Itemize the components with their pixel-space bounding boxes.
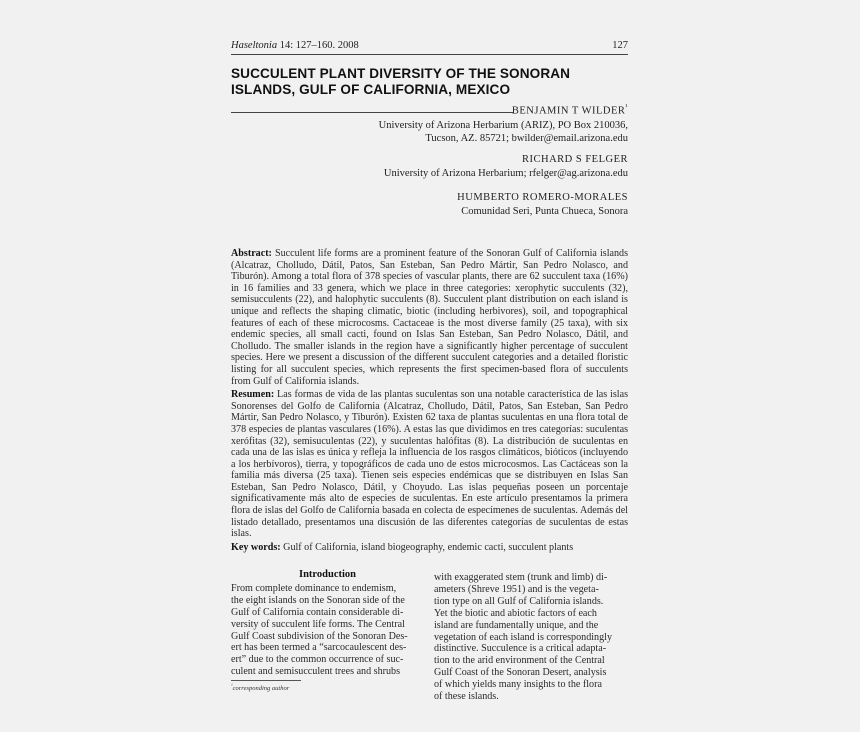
footnote (231, 683, 289, 692)
affiliation-line: Tucson, AZ. 85721; bwilder@email.arizona.edu (425, 133, 628, 144)
keywords-text: Gulf of California, island biogeography, endemic cacti, succulent plants (283, 541, 574, 553)
footnote-marker: ¹ (231, 683, 233, 689)
text-line: ert has been termed a “sarcocaulescent des- (231, 642, 407, 654)
paper-title (231, 66, 631, 98)
text-line: versity of succulent life forms. The Central (231, 618, 405, 630)
resumen-paragraph (231, 389, 628, 540)
author-name-2: RICHARD S FELGER (521, 154, 628, 165)
text-line: Gulf Coast subdivision of the Sonoran Des- (231, 630, 408, 642)
text-line: Gulf Coast of the Sonoran Desert, analysis (434, 667, 607, 679)
text-line: ameters (Shreve 1951) and is the vegeta- (434, 583, 599, 595)
text-line: Gulf of California contain considerable di- (231, 606, 404, 618)
text-line: the eight islands on the Sonoran side of the (231, 594, 405, 606)
text-line: with exaggerated stem (trunk and limb) di- (434, 572, 608, 583)
text-line: culent and semisucculent trees and shrubs (231, 666, 401, 678)
keywords-paragraph (231, 542, 628, 554)
footnote-rule (231, 680, 301, 681)
author-name-1 (512, 103, 628, 117)
text-line: vegetation of each island is correspondingly (434, 631, 612, 643)
journal-citation (231, 40, 359, 51)
page-number: 127 (612, 40, 628, 51)
abstract-section (231, 248, 628, 555)
affiliation-line: Comunidad Seri, Punta Chueca, Sonora (461, 206, 628, 217)
section-heading: Introduction (299, 569, 356, 580)
author-affiliation-2 (384, 167, 628, 180)
text-line: island are fundamentally unique, and the (434, 619, 599, 631)
text-line: tion type on all Gulf of California islands. (434, 595, 604, 607)
header-rule (231, 54, 628, 55)
author-affiliation-3 (461, 205, 628, 218)
journal-volume: 14: 127–160. 2008 (279, 40, 359, 51)
journal-name: Haseltonia (231, 40, 278, 51)
author-rule (231, 112, 513, 113)
intro-right-column (434, 572, 628, 703)
keywords-label: Key words: (231, 541, 281, 553)
abstract-paragraph (231, 248, 628, 387)
resumen-text: Las formas de vida de las plantas suculentas son una notable característica de las islas Sonorenses del Golfo de California (Alcatraz, Cholludo, Dátil, Patos, San Esteban, San Pedro Mártir, San Pedro Nolasco, y Tiburón). Existen 62 taxa de plantas suculentas en una flora total de 378 especies de plantas vasculares (16%). A estas las que dividimos en tres categorías: suculentas xerófitas (32), semisuculentas (22), y suculentas halófitas (8). La distribución de suculentas en cada una de las islas es única y refleja la influencia de los rasgos climáticos, bióticos (incluyendo a los herbívoros), tierra, y topográficos de cada uno de estos microcosmos. Las Cactáceas son la familia más diversa (25 taxa). Tienen seis especies endémicas que se distribuyen en Islas San Esteban, San Pedro Nolasco, Dátil, y Choyudo. Las islas pequeñas poseen un porcentaje significativamente más alto de especies de suculentas. En este artículo presentamos la primera flora de islas del Golfo de California basada en colecta de especímenes de suculentas. Además del listado detallado, presentamos una discusión de las diferentes categorías de suculentas de estas islas. (231, 389, 628, 540)
text-line: Yet the biotic and abiotic factors of each (434, 607, 597, 619)
text-line: of which yields many insights to the flora (434, 679, 602, 691)
abstract-text: Succulent life forms are a prominent feature of the Sonoran Gulf of California islands (Alcatraz, Cholludo, Dátil, Patos, San Esteban, San Pedro Mártir, San Pedro Nolasco, and Tiburón). Among a total flora of 378 species of vascular plants, there are 62 succulent taxa (16%) in 16 families and 33 genera, which we place in three categories: xerophytic succulents (32), semisucculents (22), and halophytic succulents (8). Succulent plant distribution on each island is unique and reflects the shaping climatic, biotic (including herbivores), soil, and topographical features of each of these microcosms. Cactaceae is the most diverse family (25 taxa), with six endemic species, all small cacti, found on Islas San Esteban, San Pedro Nolasco, Dátil, and Cholludo. The smaller islands in the region have a significantly higher percentage of succulent species. Here we present a discussion of the different succulent categories and a detailed floristic listing for all succulent species, which represents the first specimen-based flora of succulents from Gulf of California islands. (231, 248, 628, 387)
text-line: From complete dominance to endemism, (231, 582, 397, 594)
author-affiliation-1 (379, 119, 628, 145)
resumen-label: Resumen: (231, 389, 275, 401)
text-line: distinctive. Succulence is a critical adapta- (434, 643, 607, 655)
title-line-2: ISLANDS, GULF OF CALIFORNIA, MEXICO (231, 82, 511, 97)
text-line: of these islands. (434, 691, 499, 703)
author-row-1 (231, 103, 628, 117)
text-line: ert” due to the common occurrence of suc- (231, 654, 404, 666)
footnote-text: corresponding author (232, 685, 290, 693)
author-marker: ¹ (625, 103, 628, 111)
abstract-label: Abstract: (231, 248, 272, 259)
text-line: tion to the arid environment of the Central (434, 655, 605, 667)
intro-left-column (231, 569, 424, 678)
author-name-text: BENJAMIN T WILDER (511, 105, 626, 117)
affiliation-line: University of Arizona Herbarium (ARIZ), PO Box 210036, (378, 120, 628, 131)
title-line-1: SUCCULENT PLANT DIVERSITY OF THE SONORAN (231, 66, 571, 81)
affiliation-line: University of Arizona Herbarium; rfelger@ag.arizona.edu (383, 168, 628, 179)
author-name-3: HUMBERTO ROMERO-MORALES (457, 192, 628, 203)
